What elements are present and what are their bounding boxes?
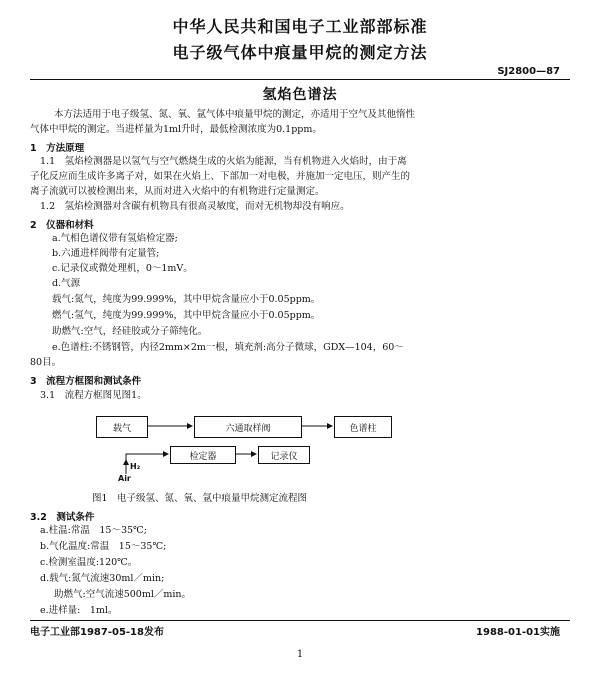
carrier-gas-box: 载气 [96, 416, 148, 438]
standard-body-heading: 中华人民共和国电子工业部部标准 [172, 17, 428, 36]
para-1-1-line-2: 子化反应而生成许多离子对，如果在火焰上、下部加一对电极，并施加一定电压，则产生的 [30, 171, 411, 182]
carrier-gas-spec: 载气:氮气，纯度为99.999%，其中甲烷含量应小于0.05ppm。 [52, 294, 321, 305]
condition-d: d.载气:氮气流速30ml／min; [40, 573, 165, 584]
condition-e: e.进样量: 1ml。 [40, 605, 118, 616]
page-number: 1 [296, 649, 304, 660]
para-1-1-line-3: 离子流就可以被检测出来，从而对进入火焰中的有机物进行定量测定。 [30, 186, 325, 197]
item-2-e-line-2: 80目。 [30, 357, 62, 368]
item-2-e-line-1: e.色谱柱:不锈钢管，内径2mm×2m一根，填充剂:高分子微球，GDX—104，60～ [52, 342, 404, 353]
section-3-2-heading: 3.2 测试条件 [30, 512, 95, 523]
fuel-gas-spec: 燃气:氢气，纯度为99.999%，其中甲烷含量应小于0.05ppm。 [52, 310, 321, 321]
footer-rule [30, 620, 570, 621]
six-port-valve-box: 六通取样阀 [194, 416, 302, 438]
figure-caption: 图1 电子级氢、氮、氧、氩中痕量甲烷测定流程图 [92, 493, 308, 504]
condition-c: c.检测室温度:120℃。 [40, 557, 138, 568]
condition-d-air: 助燃气:空气流速500ml／min。 [54, 589, 192, 600]
section-1-heading: 1 方法原理 [30, 143, 85, 154]
para-1-2: 1.2 氢焰检测器对含碳有机物具有很高灵敏度，而对无机物却没有响应。 [40, 201, 350, 212]
document-title: 电子级气体中痕量甲烷的测定方法 [172, 43, 428, 62]
para-3-1: 3.1 流程方框图见图1。 [40, 390, 147, 401]
combustion-air-spec: 助燃气:空气，经硅胶或分子筛纯化。 [52, 326, 208, 337]
para-1-1-line-1: 1.1 氢焰检测器是以氢气与空气燃烧生成的火焰为能源，当有机物进入火焰时，由于离 [40, 156, 407, 167]
header-rule [30, 79, 570, 80]
section-3-heading: 3 流程方框图和测试条件 [30, 376, 142, 387]
arrow-gas-to-detector [126, 454, 168, 460]
item-2-b: b.六通进样阀带有定量管; [52, 248, 160, 259]
h2-label: H₂ [130, 462, 141, 471]
item-2-a: a.气相色谱仪带有氢焰检定器; [52, 233, 178, 244]
section-2-heading: 2 仪器和材料 [30, 220, 94, 231]
item-2-c: c.记录仪或微处理机，0～1mV。 [52, 263, 193, 274]
item-2-d: d.气源 [52, 278, 81, 289]
chromatographic-column-box: 色谱柱 [334, 416, 392, 438]
intro-line-1: 本方法适用于电子级氢、氮、氧、氩气体中痕量甲烷的测定，亦适用于空气及其他惰性 [54, 109, 416, 120]
effective-date: 1988-01-01实施 [476, 627, 560, 638]
standard-code: SJ2800—87 [497, 66, 560, 77]
condition-b: b.气化温度:常温 15～35℃; [40, 541, 167, 552]
document-subtitle: 氢焰色谱法 [262, 87, 338, 103]
condition-a: a.柱温:常温 15～35℃; [40, 525, 147, 536]
issue-date: 电子工业部1987-05-18发布 [30, 627, 164, 638]
air-label: Air [118, 474, 131, 483]
intro-line-2: 气体中甲烷的测定。当进样量为1ml升时，最低检测浓度为0.1ppm。 [30, 124, 322, 135]
recorder-box: 记录仪 [258, 446, 310, 464]
detector-box: 检定器 [170, 446, 236, 464]
